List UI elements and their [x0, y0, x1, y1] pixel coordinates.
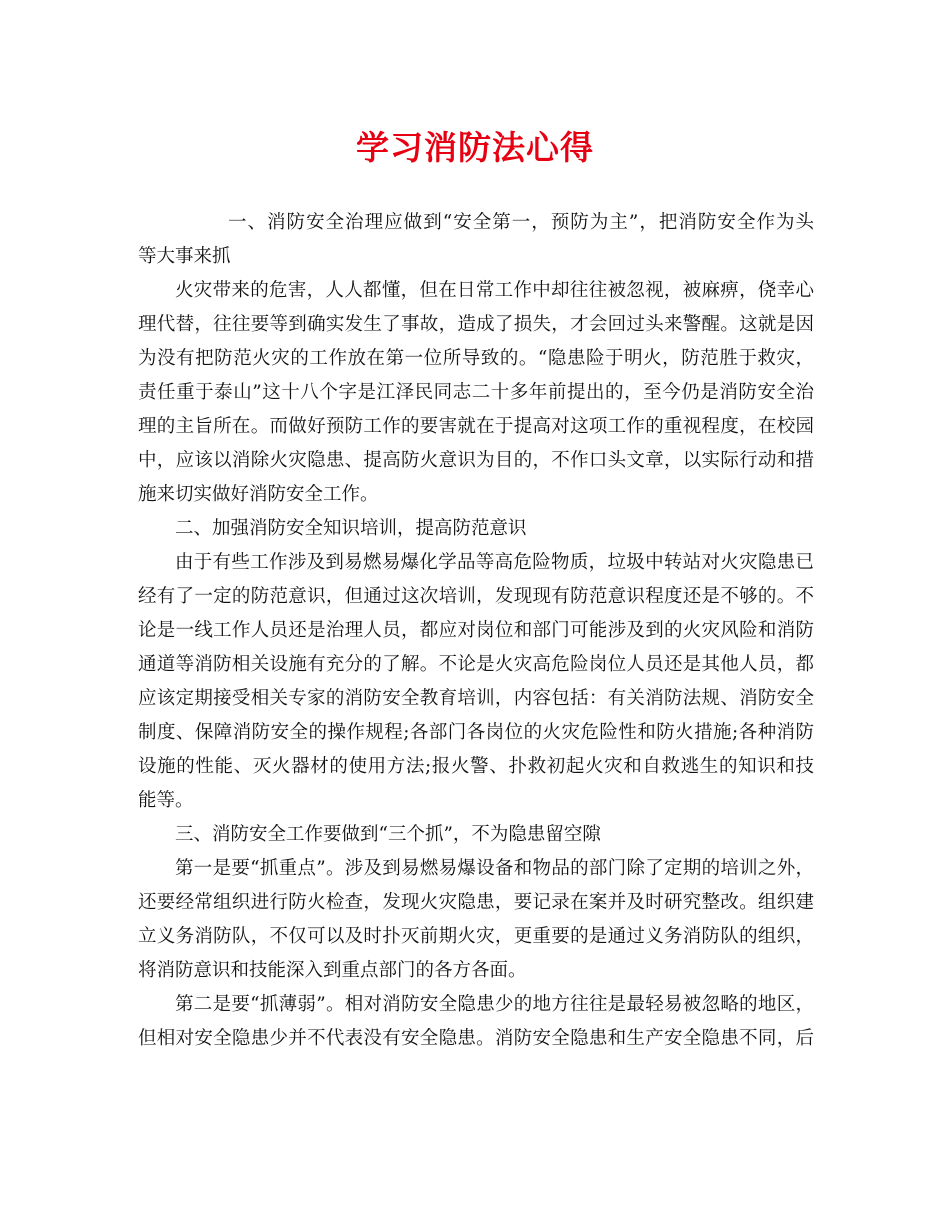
text-line: 第一是要“抓重点”。涉及到易燃易爆设备和物品的部门除了定期的培训之外，	[175, 858, 814, 879]
paragraph-focus-points	[138, 852, 814, 988]
text-line: 由于有些工作涉及到易燃易爆化学品等高危险物质，垃圾中转站对火灾隐患已	[175, 552, 814, 573]
text-line: 经有了一定的防范意识，但通过这次培训，发现现有防范意识程度还是不够的。不	[138, 586, 814, 607]
text-line: 为没有把防范火灾的工作放在第一位所导致的。“隐患险于明火，防范胜于救灾，	[138, 348, 814, 369]
text-line: 责任重于泰山”这十八个字是江泽民同志二十多年前提出的，至今仍是消防安全治	[138, 382, 814, 403]
text-line: 将消防意识和技能深入到重点部门的各方各面。	[138, 960, 527, 981]
paragraph-weak-points	[138, 988, 814, 1056]
text-line: 等大事来抓	[138, 246, 231, 267]
text-line: 施来切实做好消防安全工作。	[138, 484, 379, 505]
text-line: 一、消防安全治理应做到“安全第一，预防为主”，把消防安全作为头	[228, 212, 814, 233]
section-heading-3	[138, 818, 814, 852]
text-line: 二、加强消防安全知识培训，提高防范意识	[175, 518, 527, 539]
text-line: 制度、保障消防安全的操作规程;各部门各岗位的火灾危险性和防火措施;各种消防	[138, 722, 814, 743]
text-line: 但相对安全隐患少并不代表没有安全隐患。消防安全隐患和生产安全隐患不同，后	[138, 1028, 814, 1049]
text-line: 设施的性能、灭火器材的使用方法;报火警、扑救初起火灾和自救逃生的知识和技	[138, 756, 814, 777]
section-heading-2	[138, 512, 814, 546]
paragraph-training	[138, 546, 814, 818]
text-line: 立义务消防队，不仅可以及时扑灭前期火灾，更重要的是通过义务消防队的组织，	[138, 926, 814, 947]
paragraph-fire-hazards	[138, 274, 814, 512]
section-heading-1	[138, 206, 814, 274]
text-line: 通道等消防相关设施有充分的了解。不论是火灾高危险岗位人员还是其他人员，都	[138, 654, 814, 675]
document-body	[138, 206, 814, 1056]
text-line: 中，应该以消除火灾隐患、提高防火意识为目的，不作口头文章，以实际行动和措	[138, 450, 814, 471]
text-line: 理的主旨所在。而做好预防工作的要害就在于提高对这项工作的重视程度，在校园	[138, 416, 814, 437]
text-line: 火灾带来的危害，人人都懂，但在日常工作中却往往被忽视，被麻痹，侥幸心	[175, 280, 814, 301]
text-line: 理代替，往往要等到确实发生了事故，造成了损失，才会回过头来警醒。这就是因	[138, 314, 814, 335]
text-line: 还要经常组织进行防火检查，发现火灾隐患，要记录在案并及时研究整改。组织建	[138, 892, 814, 913]
document-title: 学习消防法心得	[356, 128, 594, 167]
text-line: 应该定期接受相关专家的消防安全教育培训，内容包括：有关消防法规、消防安全	[138, 688, 814, 709]
text-line: 能等。	[138, 790, 194, 811]
text-line: 论是一线工作人员还是治理人员，都应对岗位和部门可能涉及到的火灾风险和消防	[138, 620, 814, 641]
text-line: 第二是要“抓薄弱”。相对消防安全隐患少的地方往往是最轻易被忽略的地区，	[175, 994, 814, 1015]
text-line: 三、消防安全工作要做到“三个抓”，不为隐患留空隙	[175, 824, 601, 845]
